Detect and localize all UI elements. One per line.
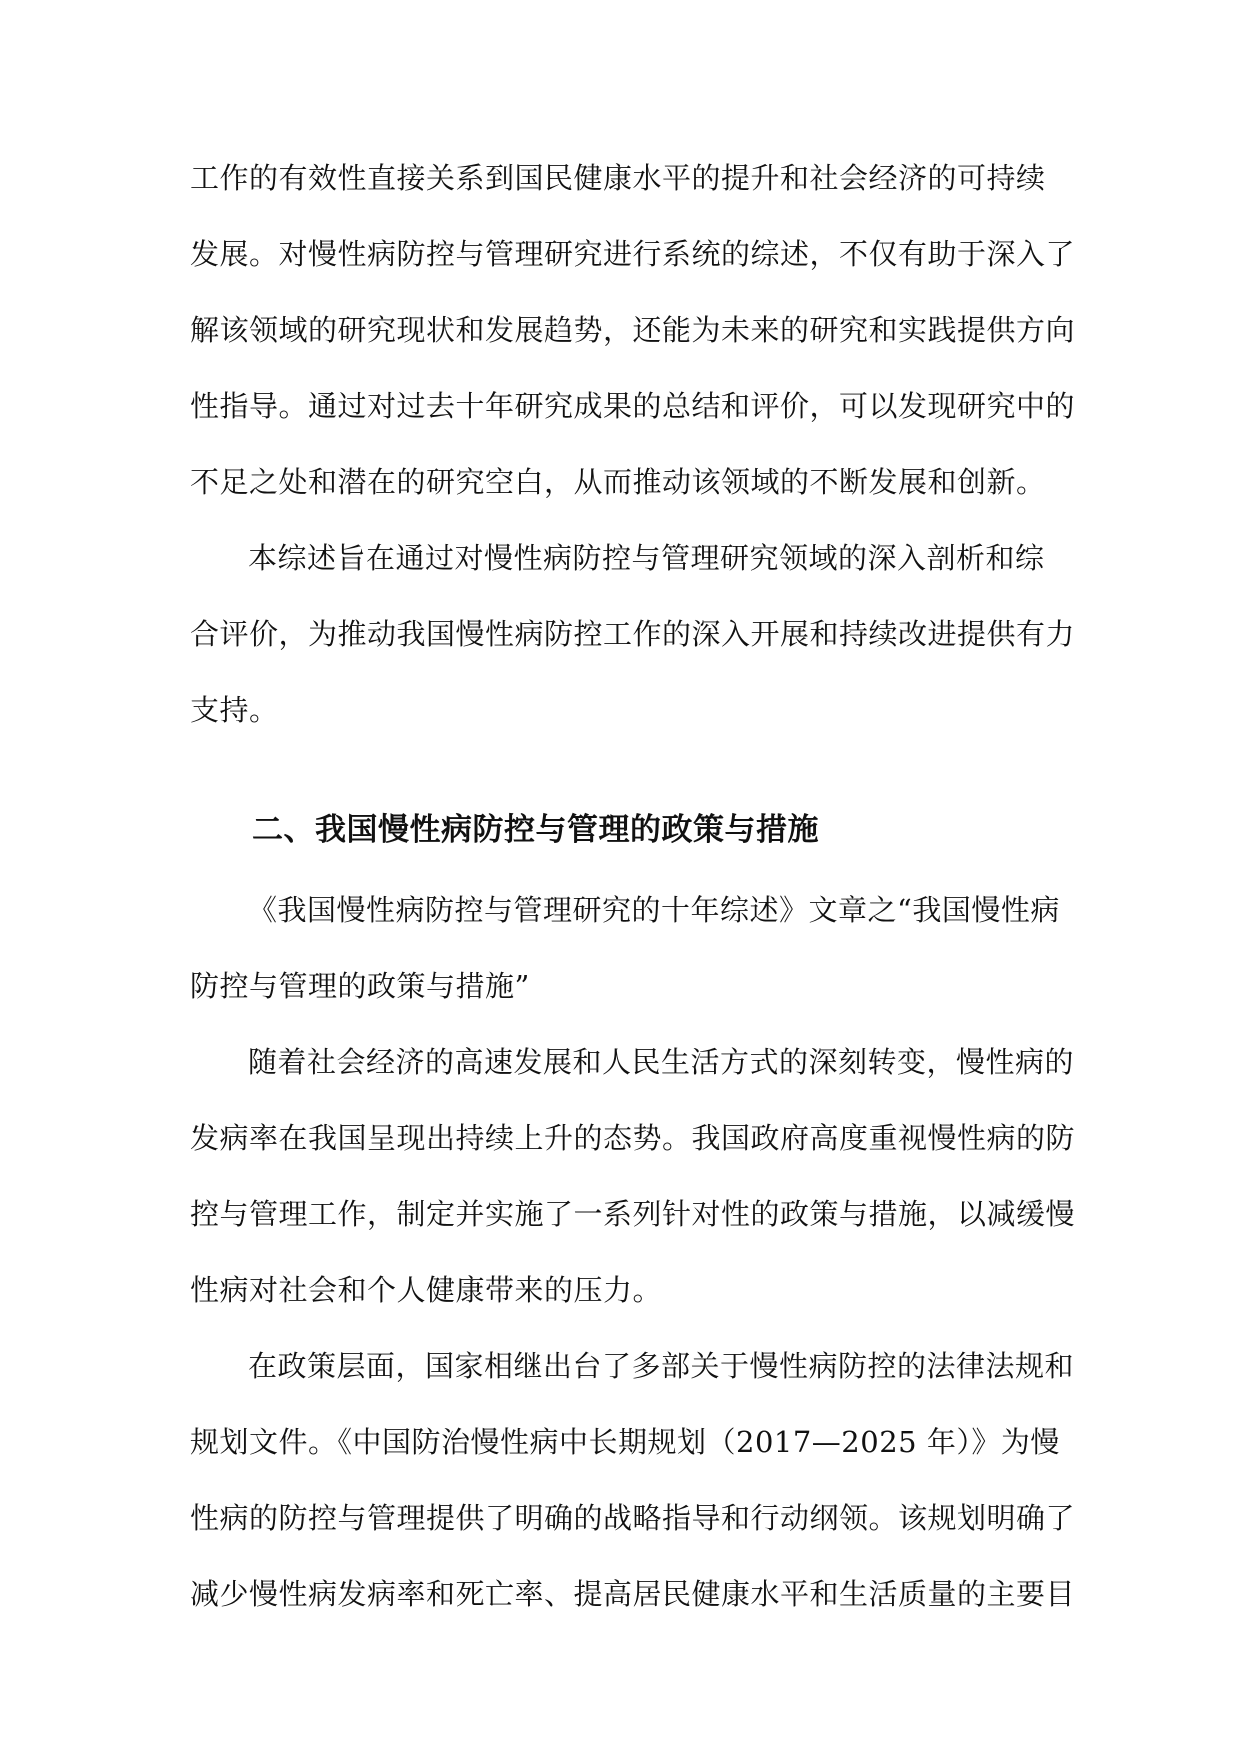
text-line: 工作的有效性直接关系到国民健康水平的提升和社会经济的可持续 [190,161,1046,195]
text-line: 合评价，为推动我国慢性病防控工作的深入开展和持续改进提供有力 [190,617,1076,651]
paragraph-policy [190,1328,1076,1632]
text-line: 性指导。通过对过去十年研究成果的总结和评价，可以发现研究中的 [190,389,1076,423]
paragraph-section-intro [190,872,1060,1024]
text-line: 解该领域的研究现状和发展趋势，还能为未来的研究和实践提供方向 [190,313,1076,347]
text-line: 发病率在我国呈现出持续上升的态势。我国政府高度重视慢性病的防 [190,1121,1076,1155]
paragraph-intro-purpose [190,520,1076,748]
text-line: 防控与管理的政策与措施” [190,969,530,1003]
text-line: 本综述旨在通过对慢性病防控与管理研究领域的深入剖析和综 [248,541,1045,575]
text-line: 《我国慢性病防控与管理研究的十年综述》文章之“我国慢性病 [248,893,1060,927]
paragraph-intro-continuation [190,140,1076,520]
text-line: 发展。对慢性病防控与管理研究进行系统的综述，不仅有助于深入了 [190,237,1076,271]
text-line: 支持。 [190,693,279,727]
text-line: 在政策层面，国家相继出台了多部关于慢性病防控的法律法规和 [248,1349,1075,1383]
text-line: 不足之处和潜在的研究空白，从而推动该领域的不断发展和创新。 [190,465,1046,499]
text-line: 控与管理工作，制定并实施了一系列针对性的政策与措施，以减缓慢 [190,1197,1076,1231]
text-line: 性病对社会和个人健康带来的压力。 [190,1273,663,1307]
paragraph-background [190,1024,1076,1328]
section-heading: 二、我国慢性病防控与管理的政策与措施 [252,812,819,848]
text-line: 规划文件。《中国防治慢性病中长期规划（2017—2025 年）》为慢 [190,1425,1060,1459]
document-body [190,140,1076,1632]
text-line: 减少慢性病发病率和死亡率、提高居民健康水平和生活质量的主要目 [190,1577,1076,1611]
text-line: 性病的防控与管理提供了明确的战略指导和行动纲领。该规划明确了 [190,1501,1076,1535]
text-line: 随着社会经济的高速发展和人民生活方式的深刻转变，慢性病的 [248,1045,1075,1079]
